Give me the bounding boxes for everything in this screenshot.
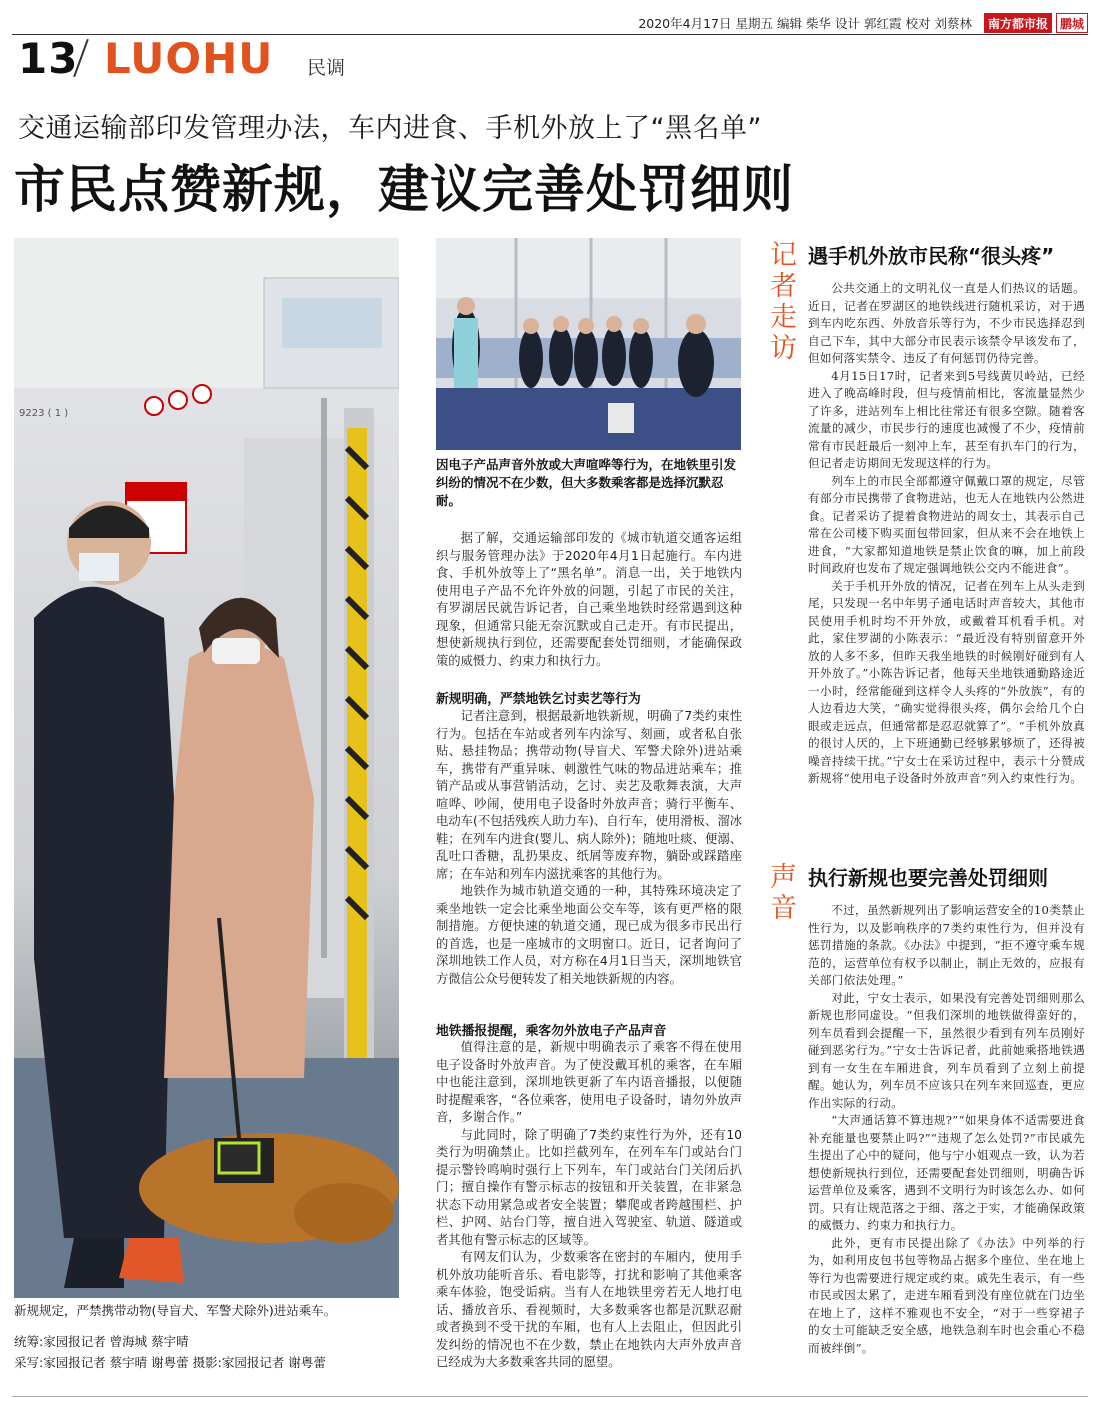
- section1-paragraph: 地铁作为城市轨道交通的一种，其特殊环境决定了乘坐地铁一定会比乘坐地面公交车等，该有更严格的限制措施。方便快速的轨道交通，现已成为很多市民出行的首选，也是一座城市的文明窗口。近日，记者询问了深圳地铁工作人员，对方称在4月1日当天，深圳地铁官方微信公众号便转发了相关地铁新规的内容。: [436, 884, 742, 986]
- reporter-visit-paragraph: 列车上的市民全部都遵守佩戴口罩的规定，尽管有部分市民携带了食物进站，也无人在地铁内公然进食。记者采访了提着食物进站的周女士，其表示自己常在公司楼下购买面包带回家，但从来不会在地铁上进食，“大家都知道地铁是禁止饮食的嘛，加上前段时间政府也发布了规定强调地铁公交内不能进食”。: [808, 473, 1085, 575]
- reporter-visit-heading: 遇手机外放市民称“很头疼”: [808, 244, 1055, 268]
- section2-paragraph: 有网友们认为，少数乘客在密封的车厢内，使用手机外放功能听音乐、看电影等，打扰和影响了其他乘客乘车体验，饱受诟病。当有人在地铁里旁若无人地打电话、播放音乐、看视频时，大多数乘客也都是沉默忍耐或者换到不受干扰的车厢，也有人上去阻止，但因此引发纠纷的情况也不在少数，禁止在地铁内大声外放声音已经成为大多数乘客共同的愿望。: [436, 1250, 742, 1369]
- design-credit: 设计 郭红霞: [835, 16, 902, 31]
- guide-dog-photo: [14, 238, 399, 1298]
- voices-body: [808, 902, 1085, 1357]
- voices-heading: 执行新规也要完善处罚细则: [808, 866, 1048, 890]
- credit-line-reporting: 采写:家园报记者 蔡宇晴 谢粤蕾 摄影:家园报记者 谢粤蕾: [14, 1355, 326, 1370]
- subway-car-photo-caption: 因电子产品声音外放或大声喧哗等行为，在地铁里引发纠纷的情况不在少数，但大多数乘客都是选择沉默忍耐。: [436, 457, 737, 508]
- reporter-visit-paragraph: 关于手机开外放的情况，记者在列车上从头走到尾，只发现一名中年男子通电话时声音较大，其他市民使用手机时均不开外放，或戴着耳机看手机。对此，家住罗湖的小陈表示：“最近没有特别留意开外放的人多不多，但昨天我坐地铁的时候刚好碰到有人开外放了。”小陈告诉记者，他每天坐地铁通勤路途近一小时，经常能碰到这样令人头疼的“外放族”，有的人边看边大笑，“确实觉得很头疼，偶尔会给几个白眼或走远点，但通常都是忍忍就算了”。“手机外放真的很讨人厌的，上下班通勤已经够累够烦了，还得被噪音持续干扰。”宁女士在采访过程中，表示十分赞成新规将“使用电子设备时外放声音”列入约束性行为。: [808, 578, 1085, 785]
- subway-car-photo: [436, 238, 741, 450]
- newspaper-logo: [980, 13, 1088, 33]
- reporter-visit-label: 记者走访: [770, 240, 797, 364]
- intro-paragraph: 据了解，交通运输部印发的《城市轨道交通客运组织与服务管理办法》于2020年4月1日起施行。车内进食、手机外放等上了“黑名单”。消息一出，关于地铁内使用电子产品不允许外放的问题，引起了市民的关注，有罗湖居民就告诉记者，自己乘坐地铁时经常遇到这种现象，但通常只能无奈沉默或自己走开。有市民提出，想使新规执行到位，还需要配套处罚细则，才能确保政策的威慑力、约束力和执行力。: [436, 531, 742, 668]
- issue-weekday: 星期五: [735, 16, 774, 31]
- reporter-visit-body: [808, 280, 1085, 788]
- reporter-visit-paragraph: 公共交通上的文明礼仪一直是人们热议的话题。近日，记者在罗湖区的地铁线进行随机采访，对于遇到车内吃东西、外放音乐等行为，不少市民选择忍到自己下车，其中大部分市民表示该禁令早该发布了，但如何落实禁令、违反了有何惩罚仍待完善。: [808, 281, 1085, 365]
- footer-rule: [12, 1396, 1088, 1397]
- section1-title: 新规明确，严禁地铁乞讨卖艺等行为: [436, 692, 641, 707]
- credit-line-planning: 统筹:家园报记者 曾海城 蔡宇晴: [14, 1334, 189, 1349]
- section2-title: 地铁播报提醒，乘客勿外放电子产品声音: [436, 1024, 667, 1039]
- column-name: 民调: [307, 57, 346, 79]
- section1-paragraph: 记者注意到，根据最新地铁新规，明确了7类约束性行为。包括在车站或者列车内涂写、刻画，或者私自张贴、悬挂物品；携带动物(导盲犬、军警犬除外)进站乘车，携带有严重异味、刺激性气味的物品进站乘车；推销产品或从事营销活动，乞讨、卖艺及歌舞表演，大声喧哗、吵闹，使用电子设备时外放声音；骑行平衡车、电动车(不包括残疾人助力车)、自行车，使用滑板、溜冰鞋；在列车内进食(婴儿、病人除外)；随地吐痰、便溺、乱吐口香糖，乱扔果皮、纸屑等废弃物，躺卧或踩踏座席；在车站和列车内滋扰乘客的其他行为。: [436, 709, 742, 881]
- voices-paragraph: 此外，更有市民提出除了《办法》中列举的行为，如利用皮包书包等物品占据多个座位、坐在地上等行为也需要进行规定或约束。戚先生表示，有一些市民或因太累了，走进车厢看到没有座位就在门边坐在地上了，这样不雅观也不安全，“对于一些穿裙子的女士可能缺乏安全感，地铁急刹车时也会重心不稳而被绊倒”。: [808, 1235, 1085, 1355]
- train-number-sign: 9223 ( 1 ): [19, 408, 69, 419]
- paper-name: 南方都市报: [984, 13, 1052, 33]
- voices-paragraph: 不过，虽然新规列出了影响运营安全的10类禁止性行为，以及影响秩序的7类约束性行为，但并没有惩罚措施的条款。《办法》中提到，“拒不遵守乘车规范的，运营单位有权予以制止，制止无效的，应报有关部门依法处理。”: [808, 903, 1085, 987]
- editor-credit: 编辑 柴华: [777, 16, 831, 31]
- issue-info-bar: [634, 13, 1088, 33]
- brand-name: 鹏城: [1056, 13, 1088, 33]
- voices-paragraph: “大声通话算不算违规?”“如果身体不适需要进食补充能量也要禁止吗?”“违规了怎么处罚?”市民戚先生提出了心中的疑问，他与宁小姐观点一致，认为若想使新规执行到位，还需要配套处罚细则，明确告诉运营单位及乘客，遇到不文明行为时该怎么办、如何罚。只有让规范落之于细、落之于实，才能确保政策的威慑力、约束力和执行力。: [808, 1113, 1085, 1232]
- issue-date: 2020年4月17日: [638, 16, 732, 31]
- section1-body: [436, 708, 742, 988]
- guide-dog-photo-caption: 新规规定，严禁携带动物(导盲犬、军警犬除外)进站乘车。: [14, 1303, 337, 1318]
- section2-body: [436, 1039, 742, 1372]
- voices-label: 声音: [770, 862, 797, 924]
- article-credits: [14, 1331, 326, 1373]
- page-number: 13: [18, 34, 79, 83]
- proof-credit: 校对 刘蔡林: [905, 16, 972, 31]
- section-name: LUOHU: [104, 34, 274, 83]
- article-headline: 市民点赞新规，建议完善处罚细则: [14, 161, 795, 220]
- article-subhead: 交通运输部印发管理办法，车内进食、手机外放上了“黑名单”: [18, 113, 762, 144]
- reporter-visit-paragraph: 4月15日17时，记者来到5号线黄贝岭站，已经进入了晚高峰时段，但与疫情前相比，客流量显然少了许多，进站列车上相比往常还有很多空隙。随着客流量的减少，市民步行的速度也减慢了不少，疫情前常有市民赶最后一刻冲上车，甚至有扒车门的行为，但记者走访期间无发现这样的行为。: [808, 368, 1085, 470]
- section2-paragraph: 与此同时，除了明确了7类约束性行为外，还有10类行为明确禁止。比如拦截列车，在列车车门或站台门提示警铃鸣响时强行上下列车，车门或站台门关闭后扒门；擅自操作有警示标志的按钮和开关装置，在非紧急状态下动用紧急或者安全装置；攀爬或者跨越围栏、护栏、护网、站台门等，擅自进入驾驶室、轨道、隧道或者其他有警示标志的区域等。: [436, 1127, 742, 1247]
- section2-paragraph: 值得注意的是，新规中明确表示了乘客不得在使用电子设备时外放声音。为了使没戴耳机的乘客，在车厢中也能注意到，深圳地铁更新了车内语音播报，以便随时提醒乘客，“各位乘客，使用电子设备时，请勿外放声音，多谢合作。”: [436, 1040, 742, 1124]
- voices-paragraph: 对此，宁女士表示，如果没有完善处罚细则那么新规也形同虚设。“但我们深圳的地铁做得蛮好的，列车员看到会提醒一下，虽然很少看到有列车员刚好碰到恶劣行为。”宁女士告诉记者，此前她乘搭地铁遇到有一女生在车厢进食，列车员看到了立刻上前提醒。她认为，列车员不应该只在列车来回巡查，更应作出实际的行动。: [808, 990, 1085, 1110]
